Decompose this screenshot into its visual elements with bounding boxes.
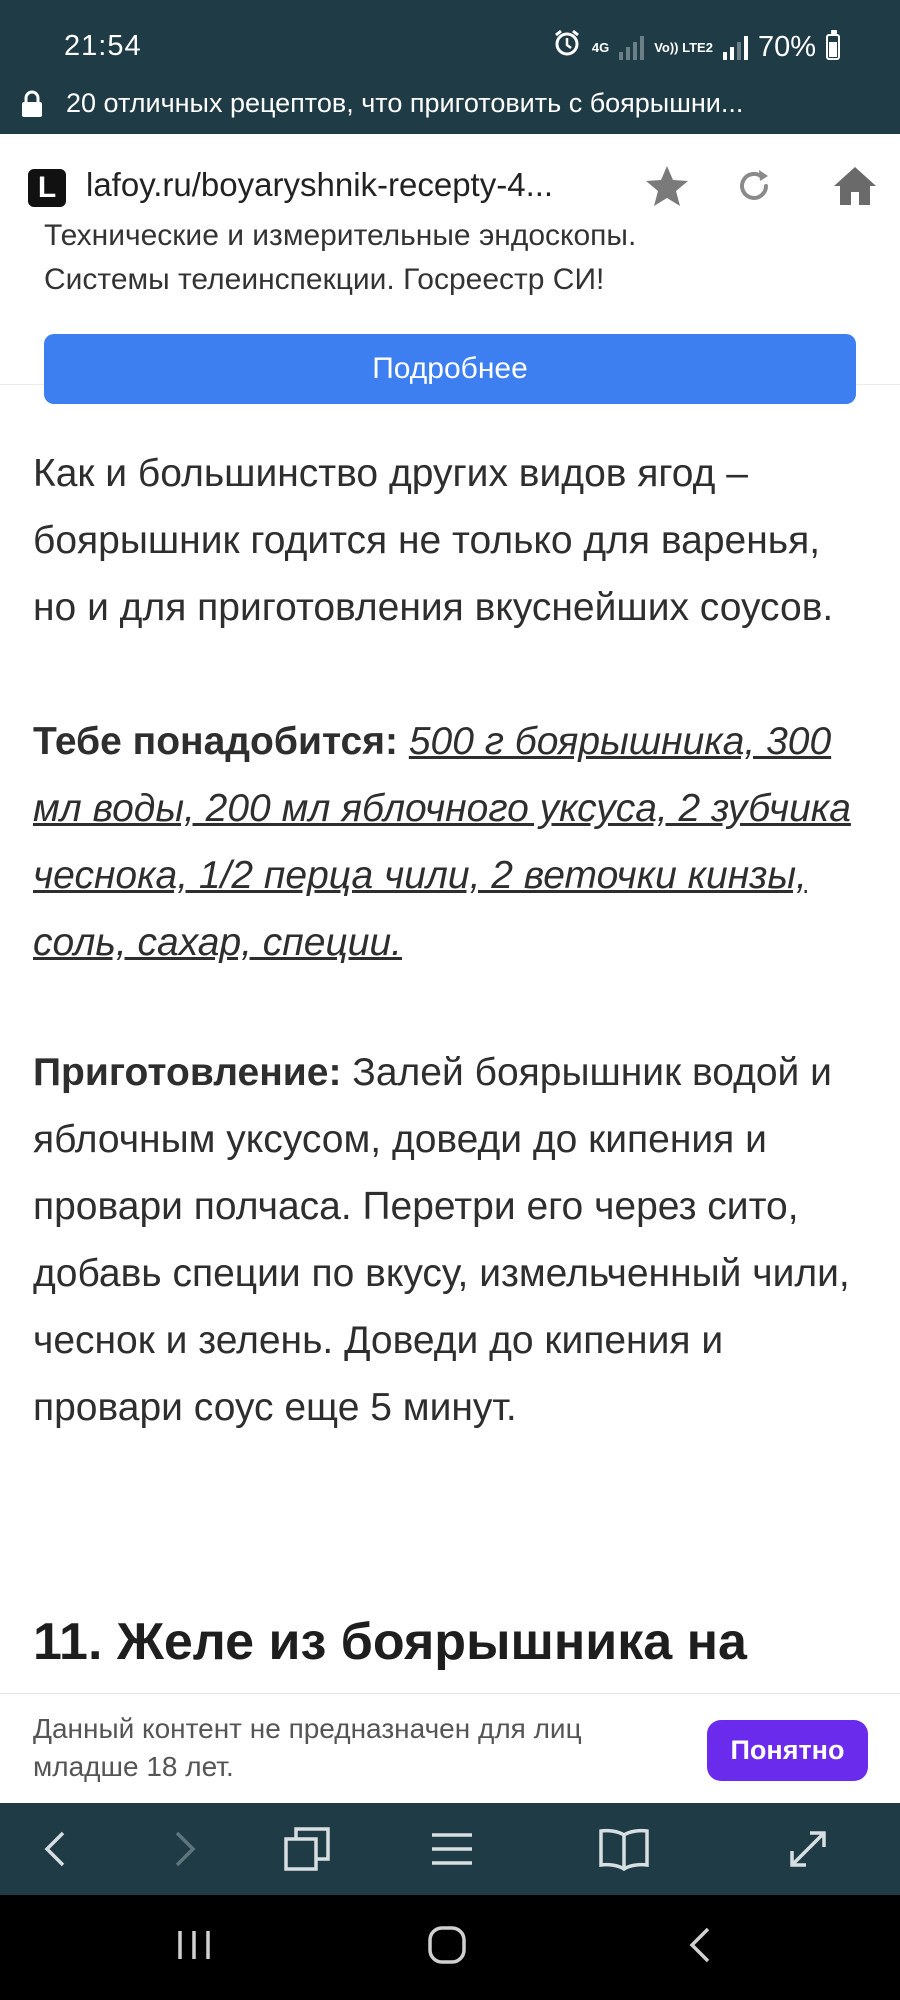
preparation-paragraph: [33, 1039, 863, 1441]
article-paragraph-intro: Как и большинство других видов ягод – боярышник годится не только для варенья, но и для приготовления вкуснейших соусов.: [33, 452, 834, 629]
volte-label: Vo)) LTE2: [654, 39, 713, 55]
ad-block[interactable]: [0, 219, 900, 385]
battery-icon: [826, 34, 840, 60]
back-icon[interactable]: [30, 1823, 82, 1875]
lock-icon: [20, 90, 44, 123]
page-title: 20 отличных рецептов, что приготовить с боярышни...: [66, 88, 744, 118]
section-heading: 11. Желе из боярышника на: [33, 1613, 747, 1671]
battery-fill: [829, 42, 837, 57]
signal-1-icon: [619, 34, 644, 60]
status-bar: [0, 0, 900, 72]
ad-more-button[interactable]: Подробнее: [44, 334, 856, 404]
network-4g-label: 4G: [591, 39, 610, 55]
preparation-label: Приготовление:: [33, 1051, 342, 1094]
site-favicon: L: [28, 169, 66, 207]
recent-apps-icon[interactable]: [174, 1925, 214, 1970]
age-warning-banner: [0, 1693, 900, 1804]
star-icon[interactable]: [644, 164, 690, 213]
ingredients-label: Тебе понадобится:: [33, 720, 398, 763]
status-time: 21:54: [64, 30, 142, 62]
ingredients-link[interactable]: 500 г боярышника, 300 мл воды, 200 мл яблочного уксуса, 2 зубчика чеснока, 1/2 перца чили, 2 веточки кинзы, соль, сахар, специи.: [33, 720, 851, 964]
tabs-icon[interactable]: [281, 1823, 333, 1875]
article-body: [33, 440, 863, 1441]
ad-line-1: Технические и измерительные эндоскопы.: [44, 219, 637, 252]
home-icon[interactable]: [832, 164, 878, 213]
reader-icon[interactable]: [598, 1823, 650, 1875]
ingredients-paragraph: [33, 708, 863, 976]
system-back-icon[interactable]: [686, 1925, 716, 1970]
menu-icon[interactable]: [426, 1823, 478, 1875]
understood-button[interactable]: Понятно: [707, 1720, 868, 1781]
fullscreen-icon[interactable]: [782, 1823, 834, 1875]
age-warning-text: Данный контент не предназначен для лиц младше 18 лет.: [33, 1713, 582, 1782]
home-button-icon[interactable]: [427, 1925, 467, 1970]
page-title-bar: [0, 72, 900, 134]
battery-percent: 70%: [757, 30, 816, 63]
signal-2-icon: [723, 34, 748, 60]
reload-icon[interactable]: [734, 166, 774, 211]
browser-toolbar: [0, 1803, 900, 1895]
status-icons: [552, 30, 840, 64]
ad-line-2: Системы телеинспекции. Госреестр СИ!: [44, 263, 605, 296]
system-navigation-bar: [0, 1895, 900, 2000]
preparation-text: Залей боярышник водой и яблочным уксусом, доведи до кипения и провари полчаса. Перетри его через сито, добавь специи по вкусу, измельченный чили, чеснок и зелень. Доведи до кипения и провари соус еще 5 минут.: [33, 1051, 850, 1429]
alarm-icon: [552, 28, 582, 66]
forward-icon[interactable]: [158, 1823, 210, 1875]
url-text[interactable]: lafoy.ru/boyaryshnik-recepty-4...: [86, 166, 554, 203]
